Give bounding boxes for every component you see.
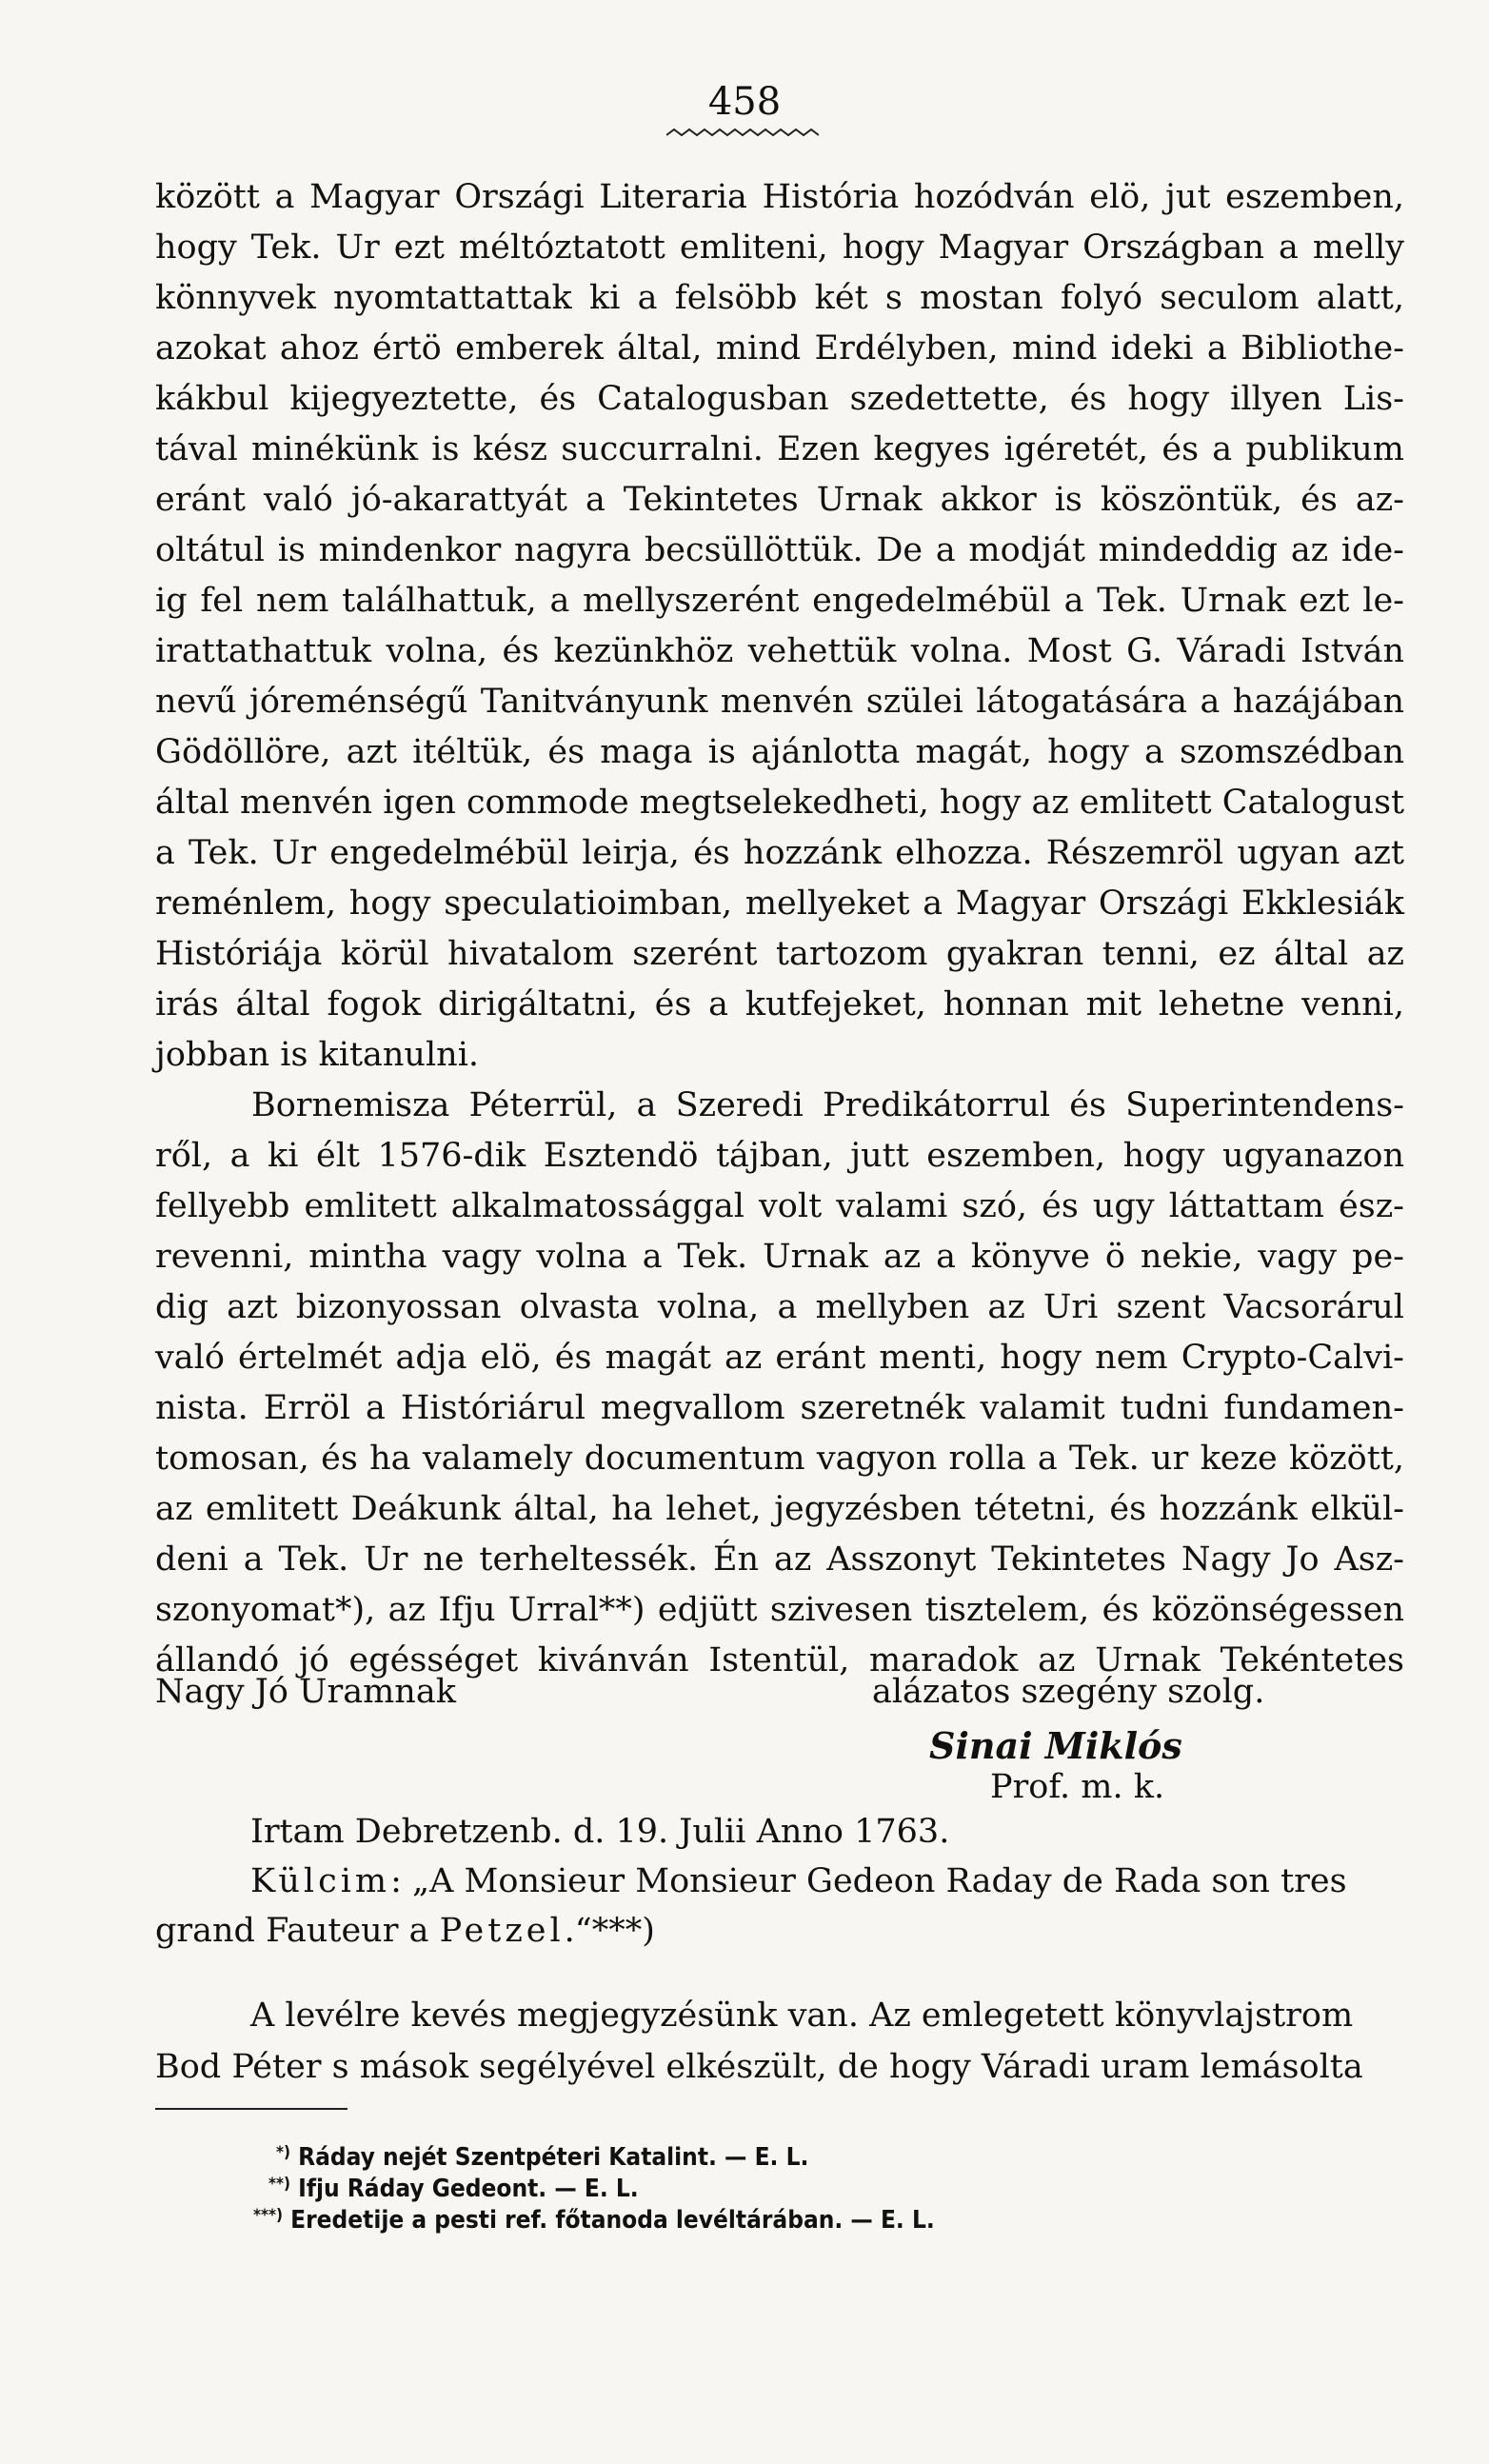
- text-line: irás által fogok dirigáltatni, és a kutfejeket, honnan mit lehetne venni,: [155, 985, 1404, 1023]
- text-line: A levélre kevés megjegyzésünk van. Az emlegetett könyvlajstrom: [250, 1997, 1354, 2035]
- text-line: irattathattuk volna, és kezünkhöz vehettük volna. Most G. Váradi István: [155, 632, 1404, 670]
- text-line: könnyvek nyomtattattak ki a felsöbb két s mostan folyó seculom alatt,: [155, 279, 1404, 317]
- text-line: Gödöllöre, azt itéltük, és maga is ajánlotta magát, hogy a szomszédban: [155, 733, 1404, 771]
- text-line: nista. Erröl a Históriárul megvallom szeretnék valamit tudni fundamen-: [155, 1389, 1404, 1427]
- text-line: ig fel nem találhattuk, a mellyszerént engedelmébül a Tek. Urnak ezt le-: [155, 582, 1404, 620]
- text-line: szonyomat*), az Ifju Urral**) edjütt szivesen tisztelem, és közönségessen: [155, 1591, 1404, 1629]
- page-number-wavy-rule: [666, 128, 819, 141]
- text-line: revenni, mintha vagy volna a Tek. Urnak az a könyve ö nekie, vagy pe-: [155, 1238, 1404, 1276]
- address-label: Külcim: [250, 1862, 391, 1900]
- text-line: állandó jó egésséget kivánván Istentül, maradok az Urnak Tekéntetes: [155, 1641, 1404, 1679]
- text-line: dig azt bizonyossan olvasta volna, a mellyben az Uri szent Vacsorárul: [155, 1288, 1404, 1326]
- text-line: tomosan, és ha valamely documentum vagyon rolla a Tek. ur keze között,: [155, 1440, 1404, 1478]
- salutation: Nagy Jó Uramnak: [155, 1673, 456, 1711]
- footnote-divider: [155, 2108, 347, 2110]
- text-line: által menvén igen commode megtselekedheti, hogy az emlitett Catalogust: [155, 784, 1404, 822]
- text-line: fellyebb emlitett alkalmatossággal volt valami szó, és ugy láttattam ész-: [155, 1187, 1404, 1225]
- footnote: [253, 2208, 935, 2233]
- signer-title: Prof. m. k.: [990, 1768, 1165, 1806]
- text-line: ről, a ki élt 1576-dik Esztendö tájban, jutt eszemben, hogy ugyanazon: [155, 1137, 1404, 1175]
- text-line: reménlem, hogy speculatioimban, mellyeket a Magyar Országi Ekklesiák: [155, 884, 1404, 923]
- text-line: eránt való jó-akarattyát a Tekintetes Urnak akkor is köszöntük, és az-: [155, 481, 1404, 519]
- footnote-mark: **): [268, 2175, 290, 2194]
- text-line: az emlitett Deákunk által, ha lehet, jegyzésben tétetni, és hozzánk elkül-: [155, 1490, 1404, 1528]
- text-line: azokat ahoz értö emberek által, mind Erdélyben, mind ideki a Bibliothe-: [155, 329, 1404, 368]
- footnote-text: Eredetije a pesti ref. főtanoda levéltárában. — E. L.: [290, 2206, 935, 2235]
- text-line: hogy Tek. Ur ezt méltóztatott emliteni, hogy Magyar Országban a melly: [155, 229, 1404, 267]
- text-line: Bornemisza Péterrül, a Szeredi Predikátorrul és Superintendens-: [251, 1086, 1404, 1124]
- text-line: között a Magyar Országi Literaria História hozódván elö, jut eszemben,: [155, 178, 1404, 216]
- footnote-text: Ifju Ráday Gedeont. — E. L.: [298, 2175, 639, 2203]
- text-line: Históriája körül hivatalom szerént tartozom gyakran tenni, ez által az: [155, 935, 1404, 973]
- text-line: kákbul kijegyeztette, és Catalogusban szedettette, és hogy illyen Lis-: [155, 380, 1404, 418]
- text-line: oltátul is mindenkor nagyra becsüllöttük. De a modját mindeddig az ide-: [155, 531, 1404, 569]
- text-line: Bod Péter s mások segélyével elkészült, de hogy Váradi uram lemásolta: [155, 2048, 1363, 2086]
- address-text: : „A Monsieur Monsieur Gedeon Raday de Rada son tres: [390, 1862, 1347, 1900]
- text-line: deni a Tek. Ur ne terheltessék. Én az Asszonyt Tekintetes Nagy Jo Asz-: [155, 1540, 1404, 1579]
- footnote: [268, 2176, 639, 2201]
- address-text: .“***): [564, 1912, 655, 1950]
- page-number: 458: [707, 80, 782, 124]
- address-line-2: [155, 1912, 655, 1950]
- text-line: tával minékünk is kész succurralni. Ezen kegyes igéretét, és a publikum: [155, 430, 1404, 468]
- address-line-1: [250, 1862, 1347, 1900]
- text-line: a Tek. Ur engedelmébül leirja, és hozzánk elhozza. Részemröl ugyan azt: [155, 834, 1404, 872]
- address-text: grand Fauteur a: [155, 1912, 440, 1950]
- address-place: Petzel: [439, 1912, 565, 1950]
- signature: Sinai Miklós: [929, 1724, 1182, 1767]
- text-line: jobban is kitanulni.: [155, 1036, 480, 1074]
- humble-closing: alázatos szegény szolg.: [872, 1673, 1265, 1711]
- footnote: [276, 2145, 808, 2170]
- footnote-text: Ráday nejét Szentpéteri Katalint. — E. L.: [298, 2143, 809, 2172]
- text-line: való értelmét adja elö, és magát az eránt menti, hogy nem Crypto-Calvi-: [155, 1339, 1404, 1377]
- letter-date: Irtam Debretzenb. d. 19. Julii Anno 1763.: [250, 1813, 950, 1851]
- footnote-mark: ***): [253, 2206, 283, 2225]
- text-line: nevű jóreménségű Tanitványunk menvén szülei látogatására a hazájában: [155, 683, 1404, 721]
- footnote-mark: *): [276, 2143, 290, 2162]
